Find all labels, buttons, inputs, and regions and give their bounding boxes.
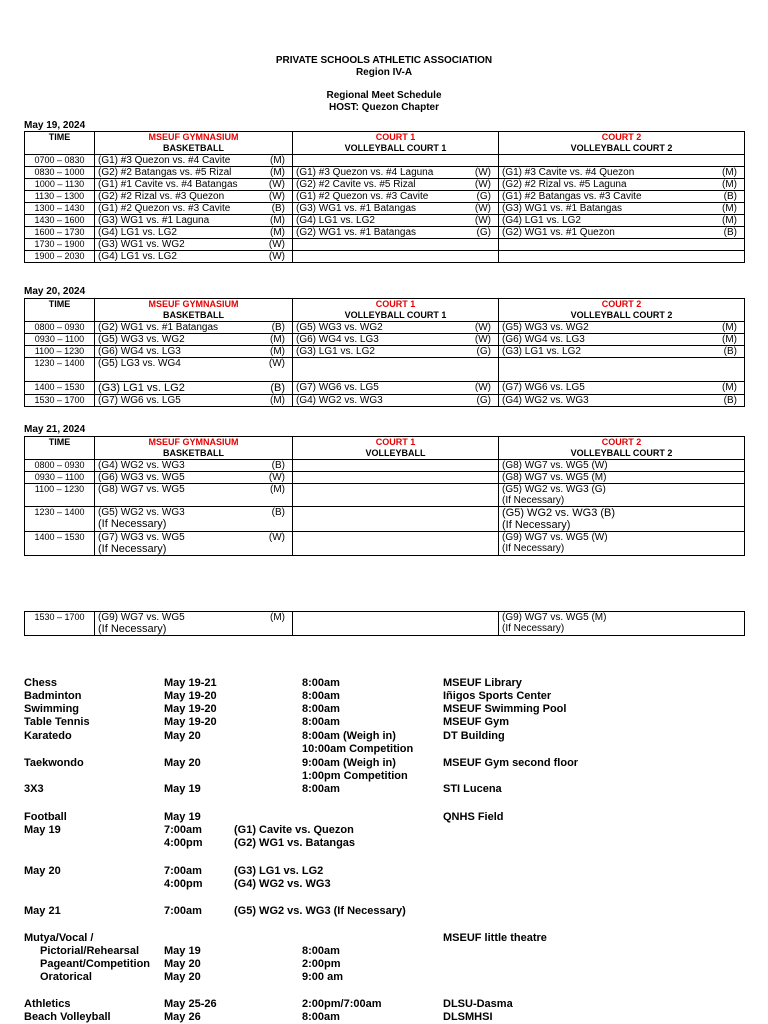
match-cell: (G3) WG1 vs. #1 Batangas (W) [293,203,499,215]
court1-header: COURT 1 VOLLEYBALL [293,437,499,460]
mutya-sub-event: Pictorial/Rehearsal [40,945,140,957]
court2-header: COURT 2 VOLLEYBALL COURT 2 [499,132,745,155]
event-date: May 19-20 [164,703,217,715]
match-cell [499,251,745,263]
event-venue: Iñigos Sports Center [443,690,552,702]
match-cell: (G6) WG4 vs. LG3 (M) [95,346,293,358]
table-row [25,203,745,215]
match-cell: (G3) WG1 vs. #1 Batangas (M) [499,203,745,215]
match-cell [293,358,499,382]
football-day: May 20 [24,865,61,877]
event-date: May 20 [164,958,201,970]
time-cell: 0800 – 0930 [25,322,95,334]
table-row [25,251,745,263]
match-cell: (G7) WG6 vs. LG5 (W) [293,382,499,395]
event-name: Table Tennis [24,716,90,728]
match-cell: (G1) #3 Quezon vs. #4 Laguna (W) [293,167,499,179]
event-time: 9:00 am [302,971,343,983]
match-cell: (G2) #2 Rizal vs. #3 Quezon (W) [95,191,293,203]
match-cell: (G8) WG7 vs. WG5 (M) [95,484,293,507]
football-time: 7:00am [164,905,202,917]
table-row [25,227,745,239]
event-time: 10:00am Competition [302,743,414,755]
match-cell: (G1) #2 Batangas vs. #3 Cavite (B) [499,191,745,203]
match-cell: (G3) LG1 vs. LG2 (B) [95,382,293,395]
football-day: May 19 [24,824,61,836]
event-date: May 20 [164,757,201,769]
match-cell [293,251,499,263]
table-row [25,460,745,472]
match-cell [293,484,499,507]
match-cell [293,472,499,484]
basketball-header: MSEUF GYMNASIUM BASKETBALL [95,437,293,460]
basketball-header: MSEUF GYMNASIUM BASKETBALL [95,299,293,322]
event-venue: QNHS Field [443,811,504,823]
event-name: Badminton [24,690,82,702]
event-date: May 19-20 [164,690,217,702]
event-time: 1:00pm Competition [302,770,408,782]
match-cell: (G1) #1 Cavite vs. #4 Batangas (W) [95,179,293,191]
event-venue: MSEUF Gym second floor [443,757,579,769]
time-cell: 1600 – 1730 [25,227,95,239]
court2-header: COURT 2 VOLLEYBALL COURT 2 [499,437,745,460]
time-header: TIME [25,437,95,460]
match-cell [293,460,499,472]
football-match: (G2) WG1 vs. Batangas [234,837,356,849]
basketball-header: MSEUF GYMNASIUM BASKETBALL [95,132,293,155]
table-row [25,395,745,407]
event-date: May 20 [164,971,201,983]
court1-header: COURT 1 VOLLEYBALL COURT 1 [293,299,499,322]
match-cell [499,239,745,251]
event-time: 8:00am [302,945,340,957]
time-cell: 1230 – 1400 [25,358,95,382]
time-cell: 1100 – 1230 [25,346,95,358]
time-cell: 1130 – 1300 [25,191,95,203]
time-cell: 1400 – 1530 [25,382,95,395]
event-date: May 25-26 [164,998,217,1010]
event-name: Swimming [24,703,80,715]
match-cell: (G3) LG1 vs. LG2 (G) [293,346,499,358]
event-name: 3X3 [24,783,44,795]
court2-header: COURT 2 VOLLEYBALL COURT 2 [499,299,745,322]
table-row [25,346,745,358]
table-row [25,179,745,191]
match-cell: (G8) WG7 vs. WG5 (W) [499,460,745,472]
match-cell: (G9) WG7 vs. WG5 (W) (If Necessary) [499,532,745,556]
match-cell: (G1) #3 Cavite vs. #4 Quezon (M) [499,167,745,179]
event-name: Karatedo [24,730,72,742]
event-date: May 19-20 [164,716,217,728]
day3-date: May 21, 2024 [24,424,86,435]
day1-date: May 19, 2024 [24,120,86,131]
football-match: (G3) LG1 vs. LG2 [234,865,324,877]
match-cell: (G5) WG2 vs. WG3 (B) (If Necessary) [499,507,745,532]
match-cell: (G5) WG3 vs. WG2 (M) [499,322,745,334]
event-venue: STI Lucena [443,783,502,795]
time-cell: 1300 – 1430 [25,203,95,215]
match-cell: (G6) WG3 vs. WG5 (W) [95,472,293,484]
match-cell: (G3) LG1 vs. LG2 (B) [499,346,745,358]
match-cell: (G4) WG2 vs. WG3 (B) [95,460,293,472]
table-row [25,358,745,382]
match-cell [293,507,499,532]
event-time: 2:00pm [302,958,341,970]
day2-date: May 20, 2024 [24,286,86,297]
match-cell [499,155,745,167]
event-date: May 20 [164,730,201,742]
table-row [25,239,745,251]
day3-extra-table [24,611,745,636]
table-row [25,507,745,532]
match-cell: (G6) WG4 vs. LG3 (M) [499,334,745,346]
table-row [25,155,745,167]
match-cell: (G5) LG3 vs. WG4 (W) [95,358,293,382]
event-name: Athletics [24,998,71,1010]
match-cell: (G9) WG7 vs. WG5 (M) (If Necessary) [499,612,745,636]
match-cell [293,612,499,636]
table-row [25,215,745,227]
football-match: (G1) Cavite vs. Quezon [234,824,354,836]
event-name: Mutya/Vocal / [24,932,94,944]
time-cell: 1730 – 1900 [25,239,95,251]
day1-header-row [25,132,745,155]
time-header: TIME [25,132,95,155]
day2-header-row [25,299,745,322]
event-date: May 19 [164,945,201,957]
event-venue: MSEUF Gym [443,716,510,728]
match-cell: (G2) #2 Rizal vs. #5 Laguna (M) [499,179,745,191]
mutya-sub-event: Oratorical [40,971,92,983]
day3-header-row [25,437,745,460]
match-cell: (G5) WG3 vs. WG2 (M) [95,334,293,346]
event-date: May 19-21 [164,677,217,689]
event-time: 8:00am [302,677,340,689]
time-cell: 0930 – 1100 [25,472,95,484]
football-time: 4:00pm [164,837,203,849]
table-row [25,532,745,556]
day1-table [24,131,745,263]
match-cell [499,358,745,382]
host-title: HOST: Quezon Chapter [328,102,439,113]
table-row [25,484,745,507]
event-name: Football [24,811,67,823]
match-cell: (G4) LG1 vs. LG2 (M) [499,215,745,227]
time-cell: 1000 – 1130 [25,179,95,191]
match-cell: (G2) #2 Batangas vs. #5 Rizal (M) [95,167,293,179]
day3-table [24,436,745,556]
table-row [25,167,745,179]
match-cell: (G1) #3 Quezon vs. #4 Cavite (M) [95,155,293,167]
time-cell: 1530 – 1700 [25,612,95,636]
table-row [25,612,745,636]
time-header: TIME [25,299,95,322]
match-cell: (G2) #2 Cavite vs. #5 Rizal (W) [293,179,499,191]
event-time: 8:00am [302,690,340,702]
event-name: Chess [24,677,58,689]
match-cell: (G4) WG2 vs. WG3 (G) [293,395,499,407]
football-day: May 21 [24,905,61,917]
time-cell: 0830 – 1000 [25,167,95,179]
time-cell: 1400 – 1530 [25,532,95,556]
match-cell: (G1) #2 Quezon vs. #3 Cavite (G) [293,191,499,203]
event-time: 8:00am [302,703,340,715]
table-row [25,334,745,346]
match-cell: (G8) WG7 vs. WG5 (M) [499,472,745,484]
match-cell: (G4) LG1 vs. LG2 (W) [293,215,499,227]
event-venue: DT Building [443,730,505,742]
day2-table [24,298,745,407]
event-venue: DLSMHSI [443,1011,493,1023]
match-cell: (G4) WG2 vs. WG3 (B) [499,395,745,407]
football-time: 4:00pm [164,878,203,890]
table-row [25,191,745,203]
time-cell: 0700 – 0830 [25,155,95,167]
event-time: 8:00am [302,783,340,795]
match-cell [293,155,499,167]
match-cell: (G2) WG1 vs. #1 Quezon (B) [499,227,745,239]
event-venue: MSEUF Swimming Pool [443,703,567,715]
event-time: 8:00am [302,1011,340,1023]
table-row [25,322,745,334]
match-cell: (G3) WG1 vs. #1 Laguna (M) [95,215,293,227]
event-date: May 19 [164,783,201,795]
time-cell: 1530 – 1700 [25,395,95,407]
match-cell: (G7) WG6 vs. LG5 (M) [499,382,745,395]
time-cell: 0930 – 1100 [25,334,95,346]
org-title: PRIVATE SCHOOLS ATHLETIC ASSOCIATION [275,55,493,66]
event-venue: MSEUF little theatre [443,932,547,944]
time-cell: 1900 – 2030 [25,251,95,263]
court1-header: COURT 1 VOLLEYBALL COURT 1 [293,132,499,155]
match-cell: (G9) WG7 vs. WG5 (M) (If Necessary) [95,612,293,636]
match-cell: (G4) LG1 vs. LG2 (M) [95,227,293,239]
event-name: Taekwondo [24,757,84,769]
match-cell: (G1) #2 Quezon vs. #3 Cavite (B) [95,203,293,215]
event-time: 2:00pm/7:00am [302,998,382,1010]
event-time: 8:00am [302,716,340,728]
time-cell: 1100 – 1230 [25,484,95,507]
time-cell: 1430 – 1600 [25,215,95,227]
event-time: 9:00am (Weigh in) [302,757,396,769]
event-venue: MSEUF Library [443,677,522,689]
match-cell: (G4) LG1 vs. LG2 (W) [95,251,293,263]
event-time: 8:00am (Weigh in) [302,730,396,742]
event-date: May 26 [164,1011,201,1023]
event-name: Beach Volleyball [24,1011,111,1023]
event-date: May 19 [164,811,201,823]
table-row [25,382,745,395]
football-time: 7:00am [164,824,202,836]
football-match: (G4) WG2 vs. WG3 [234,878,331,890]
time-cell: 1230 – 1400 [25,507,95,532]
match-cell: (G7) WG3 vs. WG5 (W) (If Necessary) [95,532,293,556]
football-time: 7:00am [164,865,202,877]
table-row [25,472,745,484]
schedule-title: Regional Meet Schedule [326,90,442,101]
match-cell: (G2) WG1 vs. #1 Batangas (G) [293,227,499,239]
region-title: Region IV-A [355,67,413,78]
football-match: (G5) WG2 vs. WG3 (If Necessary) [234,905,406,917]
match-cell [293,239,499,251]
match-cell: (G5) WG3 vs. WG2 (W) [293,322,499,334]
match-cell: (G2) WG1 vs. #1 Batangas (B) [95,322,293,334]
event-venue: DLSU-Dasma [443,998,513,1010]
match-cell: (G6) WG4 vs. LG3 (W) [293,334,499,346]
match-cell: (G5) WG2 vs. WG3 (B) (If Necessary) [95,507,293,532]
mutya-sub-event: Pageant/Competition [40,958,151,970]
time-cell: 0800 – 0930 [25,460,95,472]
match-cell: (G3) WG1 vs. WG2 (W) [95,239,293,251]
match-cell: (G5) WG2 vs. WG3 (G) (If Necessary) [499,484,745,507]
match-cell: (G7) WG6 vs. LG5 (M) [95,395,293,407]
match-cell [293,532,499,556]
